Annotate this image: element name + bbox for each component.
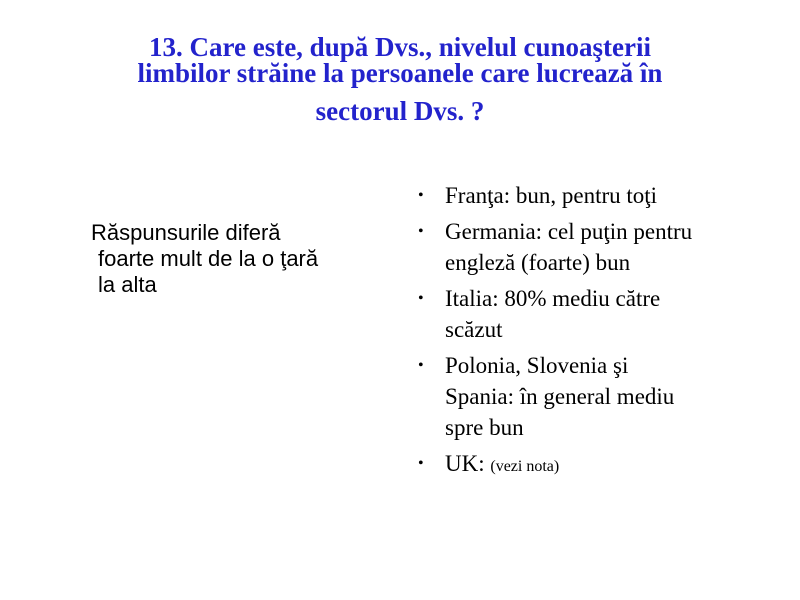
left-paragraph — [91, 220, 391, 298]
bullet-text: scăzut — [445, 317, 503, 342]
left-paragraph-line-2: foarte mult de la o ţară — [98, 246, 319, 271]
left-paragraph-line-3: la alta — [98, 272, 157, 297]
bullet-text: spre bun — [445, 415, 524, 440]
title-line-2: limbilor străine la persoanele care lucrează în — [137, 58, 663, 88]
bullet-text: Germania: cel puţin pentru — [445, 219, 693, 244]
bullet-list — [415, 180, 765, 487]
bullet-item-polonia-slovenia-spania — [415, 350, 765, 443]
title-line-3: sectorul Dvs. ? — [315, 96, 485, 126]
bullet-icon: • — [418, 357, 424, 374]
bullet-item-germania — [415, 216, 765, 278]
bullet-text: Franţa: bun, pentru toţi — [445, 183, 658, 208]
bullet-item-franta — [415, 180, 765, 211]
bullet-icon: • — [418, 290, 424, 307]
left-paragraph-line-1: Răspunsurile diferă — [91, 220, 281, 245]
note-reference: (vezi nota) — [490, 458, 560, 475]
bullet-item-uk — [415, 448, 765, 482]
bullet-text: Italia: 80% mediu către — [445, 286, 661, 311]
bullet-text: Polonia, Slovenia şi — [445, 353, 629, 378]
bullet-icon: • — [418, 455, 424, 472]
bullet-icon: • — [418, 223, 424, 240]
title-line-1: 13. Care este, după Dvs., nivelul cunoaşterii — [148, 32, 651, 62]
bullet-item-italia — [415, 283, 765, 345]
bullet-icon: • — [418, 187, 424, 204]
bullet-text: UK: — [445, 451, 485, 476]
bullet-text: Spania: în general mediu — [445, 384, 675, 409]
bullet-text: engleză (foarte) bun — [445, 250, 631, 275]
